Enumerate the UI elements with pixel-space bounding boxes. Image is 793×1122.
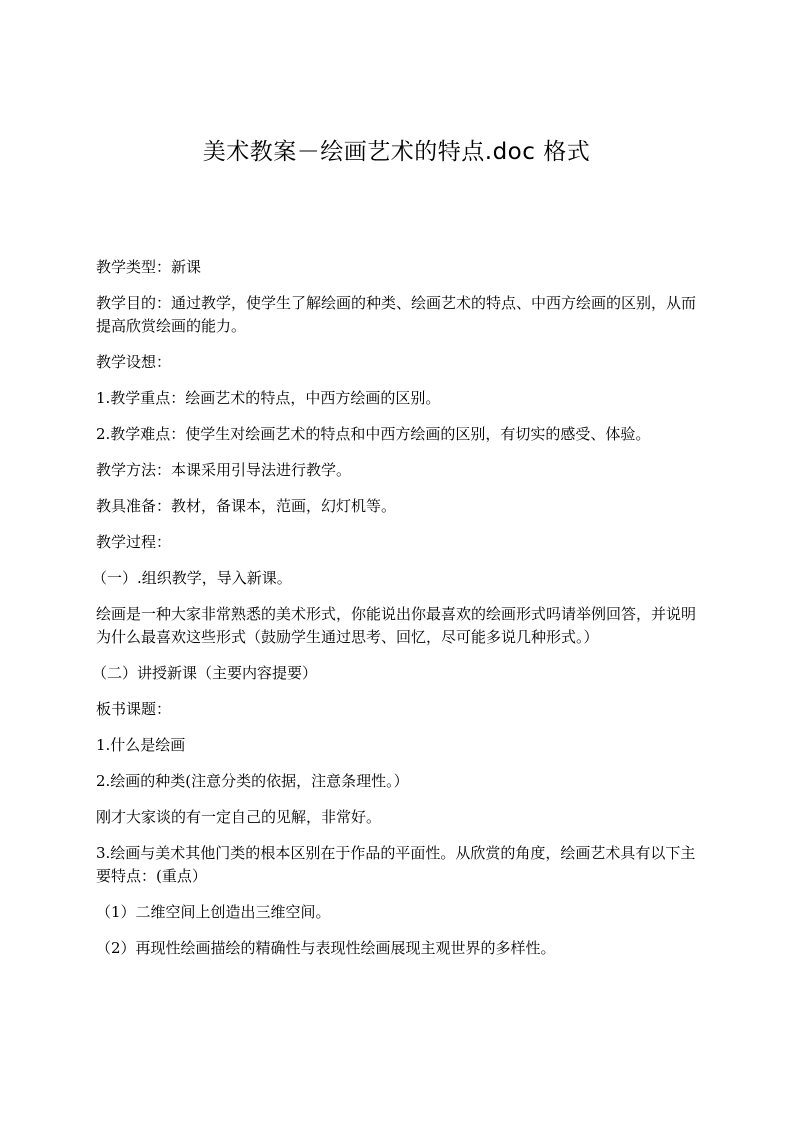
paragraph-teaching-goal: 教学目的：通过教学，使学生了解绘画的种类、绘画艺术的特点、中西方绘画的区别，从而提高欣赏绘画的能力。: [96, 294, 697, 335]
paragraph-painting-types: 2.绘画的种类(注意分类的依据，注意条理性。）: [96, 772, 409, 790]
paragraph-teaching-plan: 教学设想：: [96, 353, 172, 371]
document-body: [92, 256, 697, 973]
paragraph-key-point: 1.教学重点：绘画艺术的特点，中西方绘画的区别。: [96, 389, 441, 407]
paragraph-what-is-painting: 1.什么是绘画: [96, 736, 186, 754]
paragraph-section-two: （二）讲授新课（主要内容提要）: [92, 664, 318, 682]
document-title: 美术教案－绘画艺术的特点.doc 格式: [202, 139, 591, 165]
paragraph-praise: 刚才大家谈的有一定自己的见解，非常好。: [96, 808, 382, 826]
paragraph-feature-one: （1）二维空间上创造出三维空间。: [96, 903, 331, 921]
paragraph-section-one: （一）.组织教学，导入新课。: [92, 569, 292, 587]
paragraph-feature-two: （2）再现性绘画描绘的精确性与表现性绘画展现主观世界的多样性。: [96, 939, 556, 957]
paragraph-board-title: 板书课题：: [96, 700, 172, 718]
paragraph-difference: 3.绘画与美术其他门类的根本区别在于作品的平面性。从欣赏的角度，绘画艺术具有以下主要特点：(重点）: [96, 844, 696, 885]
paragraph-lesson-type: 教学类型：新课: [96, 258, 202, 276]
paragraph-materials: 教具准备：教材，备课本，范画，幻灯机等。: [96, 497, 397, 515]
paragraph-difficulty: 2.教学难点：使学生对绘画艺术的特点和中西方绘画的区别，有切实的感受、体验。: [96, 425, 651, 443]
paragraph-intro-question: 绘画是一种大家非常熟悉的美术形式，你能说出你最喜欢的绘画形式吗请举例回答，并说明为什么最喜欢这些形式（鼓励学生通过思考、回忆，尽可能多说几种形式。）: [96, 605, 697, 646]
paragraph-process: 教学过程：: [96, 533, 172, 551]
paragraph-method: 教学方法：本课采用引导法进行教学。: [96, 461, 352, 479]
